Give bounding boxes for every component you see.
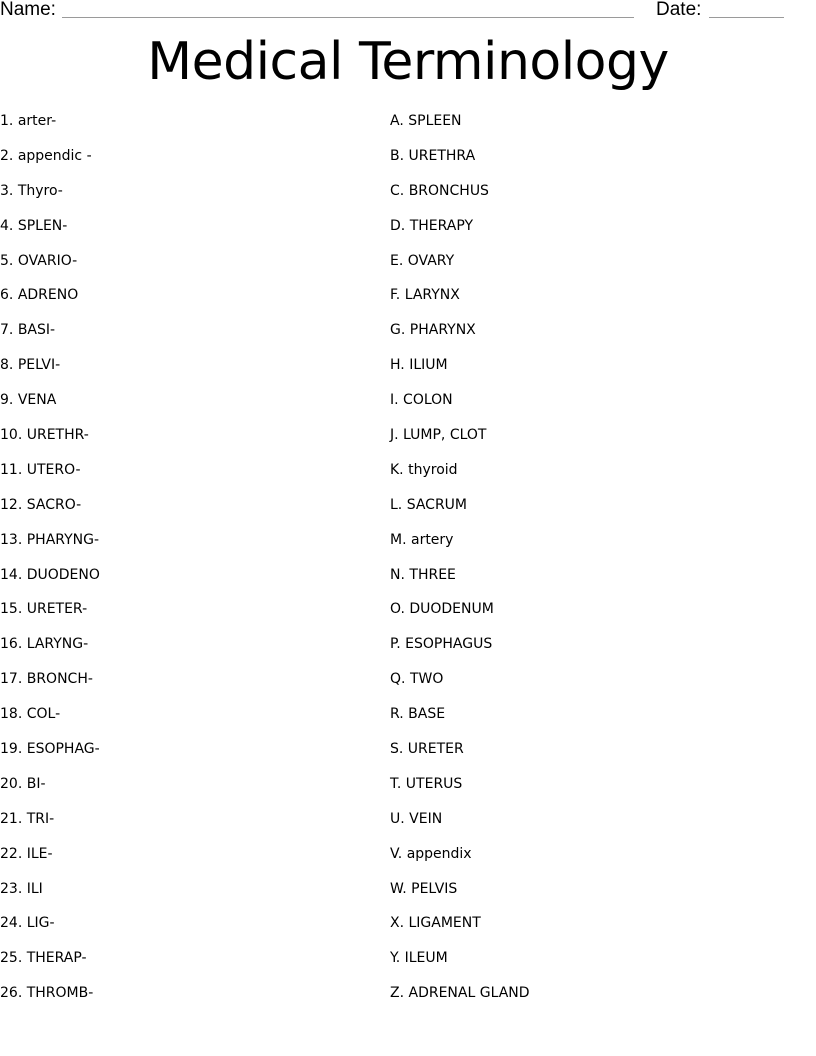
term-number: 11. (0, 461, 23, 478)
definition-item (390, 252, 530, 287)
term-item (0, 949, 100, 984)
definition-letter: Z. (390, 985, 405, 1002)
term-number: 4. (0, 217, 14, 234)
term-item (0, 775, 100, 810)
definition-text: THERAPY (409, 217, 474, 234)
term-number: 7. (0, 322, 14, 339)
definition-text: BRONCHUS (408, 182, 489, 199)
term-number: 26. (0, 985, 23, 1002)
definition-letter: U. (390, 810, 405, 827)
definition-item (390, 949, 530, 984)
definition-letter: G. (390, 322, 406, 339)
definition-item (390, 286, 530, 321)
definition-text: LIGAMENT (408, 915, 481, 932)
term-item (0, 705, 100, 740)
definition-item (390, 810, 530, 845)
term-item (0, 740, 100, 775)
definition-text: LUMP, CLOT (403, 427, 487, 444)
definition-letter: L. (390, 496, 403, 513)
definitions-column (390, 112, 530, 1019)
definition-letter: N. (390, 566, 405, 583)
term-number: 19. (0, 741, 23, 758)
definition-text: URETER (407, 741, 464, 758)
definition-letter: X. (390, 915, 405, 932)
definition-item (390, 461, 530, 496)
term-text: SPLEN- (17, 217, 68, 234)
definition-letter: K. (390, 461, 404, 478)
definition-text: URETHRA (408, 147, 476, 164)
definition-text: SPLEEN (408, 113, 462, 129)
definition-item (390, 426, 530, 461)
definition-item (390, 356, 530, 391)
term-item (0, 182, 100, 217)
term-text: URETHR- (26, 427, 89, 444)
definition-item (390, 531, 530, 566)
definition-text: VEIN (409, 810, 443, 827)
term-item (0, 321, 100, 356)
name-field-line[interactable] (62, 17, 634, 18)
term-item (0, 566, 100, 601)
definition-text: THREE (409, 566, 456, 583)
definition-text: thyroid (408, 461, 458, 478)
term-text: SACRO- (26, 496, 82, 513)
term-text: LARYNG- (26, 636, 89, 653)
term-number: 20. (0, 775, 23, 792)
definition-letter: A. (390, 113, 404, 129)
definition-letter: V. (390, 845, 403, 862)
term-number: 22. (0, 845, 23, 862)
name-label: Name: (0, 0, 56, 20)
definition-item (390, 147, 530, 182)
term-number: 1. (0, 113, 14, 129)
term-item (0, 496, 100, 531)
definition-text: OVARY (407, 252, 455, 269)
date-label: Date: (656, 0, 702, 20)
term-item (0, 914, 100, 949)
term-text: UTERO- (26, 461, 81, 478)
term-item (0, 880, 100, 915)
term-item (0, 461, 100, 496)
definition-item (390, 391, 530, 426)
definition-item (390, 182, 530, 217)
definition-letter: D. (390, 217, 406, 234)
term-item (0, 635, 100, 670)
term-text: TRI- (26, 810, 55, 827)
term-number: 2. (0, 147, 14, 164)
definition-item (390, 217, 530, 252)
term-text: COL- (26, 706, 61, 723)
definition-item (390, 705, 530, 740)
definition-letter: F. (390, 287, 401, 304)
definition-letter: H. (390, 357, 405, 374)
definition-letter: E. (390, 252, 404, 269)
term-text: URETER- (26, 601, 88, 618)
term-text: appendic - (17, 147, 92, 164)
term-item (0, 845, 100, 880)
term-item (0, 426, 100, 461)
definition-letter: M. (390, 531, 407, 548)
definition-text: COLON (403, 392, 453, 409)
definition-text: artery (410, 531, 454, 548)
definition-letter: W. (390, 880, 407, 897)
term-item (0, 217, 100, 252)
date-field-line[interactable] (709, 17, 784, 18)
term-number: 23. (0, 880, 23, 897)
definition-letter: J. (390, 427, 399, 444)
term-text: ILE- (26, 845, 53, 862)
definition-text: appendix (406, 845, 472, 862)
worksheet-header (0, 0, 816, 24)
definition-item (390, 496, 530, 531)
definition-text: BASE (408, 706, 446, 723)
term-item (0, 670, 100, 705)
term-number: 17. (0, 671, 23, 688)
term-number: 9. (0, 392, 14, 409)
term-item (0, 810, 100, 845)
term-text: PELVI- (17, 357, 61, 374)
definition-item (390, 566, 530, 601)
definition-text: SACRUM (406, 496, 468, 513)
term-text: THERAP- (26, 950, 87, 967)
definition-text: ESOPHAGUS (405, 636, 493, 653)
terms-column (0, 112, 100, 1019)
definition-letter: Q. (390, 671, 406, 688)
term-item (0, 286, 100, 321)
definition-item (390, 112, 530, 147)
definition-text: PHARYNX (409, 322, 476, 339)
definition-letter: B. (390, 147, 405, 164)
definition-text: UTERUS (405, 775, 463, 792)
term-item (0, 531, 100, 566)
term-item (0, 147, 100, 182)
term-text: ILI (26, 880, 43, 897)
definition-item (390, 914, 530, 949)
term-item (0, 356, 100, 391)
term-number: 14. (0, 566, 23, 583)
term-number: 24. (0, 915, 23, 932)
term-text: VENA (17, 392, 57, 409)
term-number: 6. (0, 287, 14, 304)
term-text: DUODENO (26, 566, 100, 583)
definition-item (390, 845, 530, 880)
term-item (0, 252, 100, 287)
term-text: BASI- (17, 322, 56, 339)
term-text: OVARIO- (17, 252, 78, 269)
definition-letter: O. (390, 601, 405, 618)
definition-text: PELVIS (411, 880, 458, 897)
term-text: ADRENO (17, 287, 79, 304)
definition-text: ADRENAL GLAND (408, 985, 530, 1002)
term-text: THROMB- (26, 985, 94, 1002)
definition-letter: P. (390, 636, 401, 653)
term-number: 13. (0, 531, 23, 548)
definition-text: TWO (409, 671, 444, 688)
definition-item (390, 670, 530, 705)
term-number: 10. (0, 427, 23, 444)
term-text: Thyro- (17, 182, 63, 199)
definition-item (390, 600, 530, 635)
definition-item (390, 984, 530, 1019)
term-number: 16. (0, 636, 23, 653)
term-text: PHARYNG- (26, 531, 100, 548)
term-item (0, 391, 100, 426)
definition-letter: R. (390, 706, 404, 723)
term-number: 12. (0, 496, 23, 513)
term-number: 3. (0, 182, 14, 199)
term-text: ESOPHAG- (26, 741, 100, 758)
definition-item (390, 880, 530, 915)
term-number: 8. (0, 357, 14, 374)
term-number: 15. (0, 601, 23, 618)
term-number: 25. (0, 950, 23, 967)
definition-text: ILIUM (409, 357, 448, 374)
definition-item (390, 321, 530, 356)
term-item (0, 112, 100, 147)
term-text: BI- (26, 775, 46, 792)
definition-letter: Y. (390, 950, 401, 967)
term-number: 21. (0, 810, 23, 827)
term-item (0, 984, 100, 1019)
definition-letter: S. (390, 741, 404, 758)
definition-text: ILEUM (404, 950, 448, 967)
definition-text: LARYNX (404, 287, 460, 304)
definition-letter: T. (390, 775, 402, 792)
page-title: Medical Terminology (147, 32, 669, 92)
term-text: BRONCH- (26, 671, 93, 688)
definition-item (390, 635, 530, 670)
definition-text: DUODENUM (409, 601, 494, 618)
definition-item (390, 740, 530, 775)
definition-item (390, 775, 530, 810)
term-item (0, 600, 100, 635)
term-text: arter- (17, 113, 57, 129)
definition-letter: C. (390, 182, 405, 199)
definition-letter: I. (390, 392, 399, 409)
term-number: 18. (0, 706, 23, 723)
term-number: 5. (0, 252, 14, 269)
term-text: LIG- (26, 915, 55, 932)
